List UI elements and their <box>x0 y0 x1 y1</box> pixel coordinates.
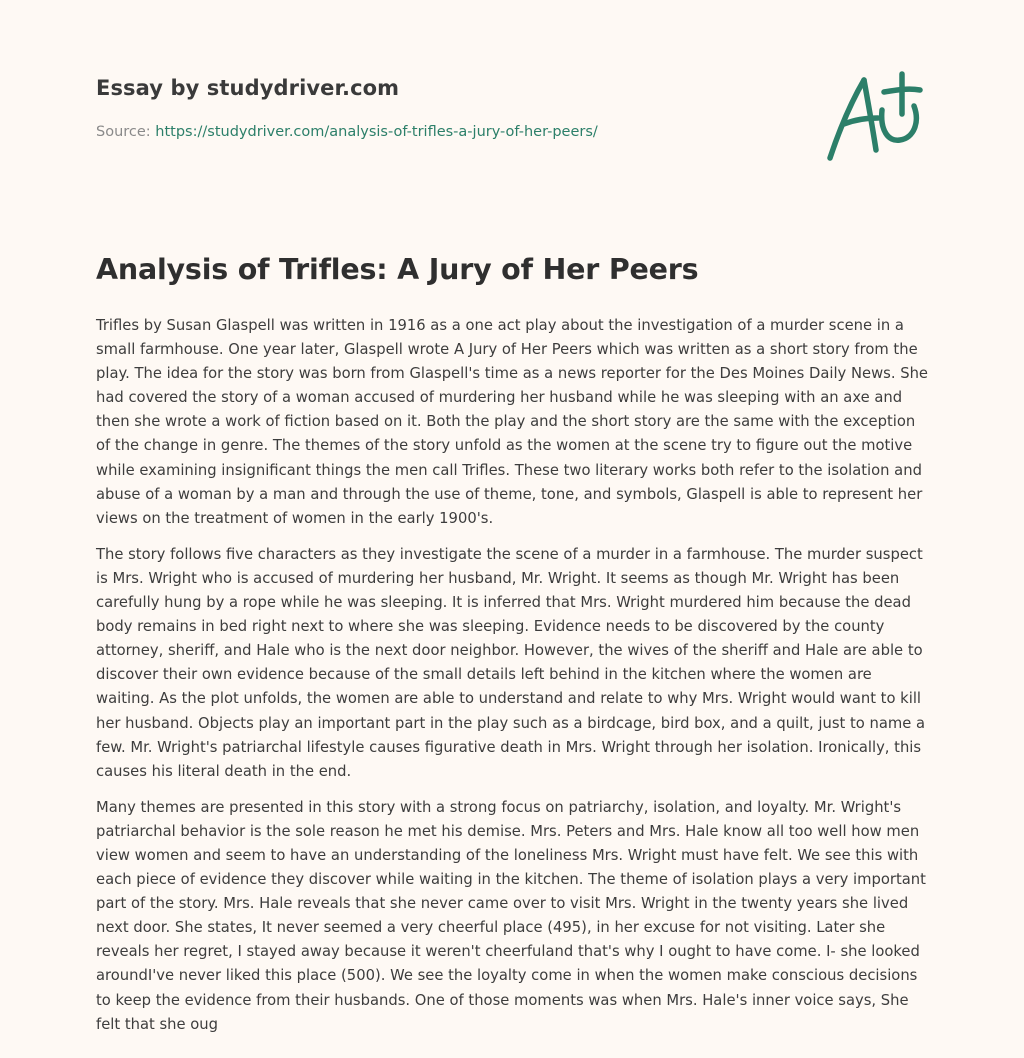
paragraph: Many themes are presented in this story with a strong focus on patriarchy, isolation, and loyalty. Mr. Wright's patriarchal behavior is the sole reason he met his demise. Mrs. Peters and Mrs. Hale know all too well how men view women and seem to have an understanding of the loneliness Mrs. Wright must have felt. We see this with each piece of evidence they discover while waiting in the kitchen. The theme of isolation plays a very important part of the story. Mrs. Hale reveals that she never came over to visit Mrs. Wright in the twenty years she lived next door. She states, It never seemed a very cheerful place (495), in her excuse for not visiting. Later she reveals her regret, I stayed away because it weren't cheerfuland that's why I ought to have come. I- she looked aroundI've never liked this place (500). We see the loyalty come in when the women make conscious decisions to keep the evidence from their husbands. One of those moments was when Mrs. Hale's inner voice says, She felt that she oug <box>96 798 926 1033</box>
document-title: Analysis of Trifles: A Jury of Her Peers <box>96 253 699 286</box>
paragraph: Trifles by Susan Glaspell was written in 1916 as a one act play about the investigation of a murder scene in a small farmhouse. One year later, Glaspell wrote A Jury of Her Peers which was written as a short story from the play. The idea for the story was born from Glaspell's time as a news reporter for the Des Moines Daily News. She had covered the story of a woman accused of murdering her husband while he was sleeping with an axe and then she wrote a work of fiction based on it. Both the play and the short story are the same with the exception of the change in genre. The themes of the story unfold as the women at the scene try to figure out the motive while examining insignificant things the men call Trifles. These two literary works both refer to the isolation and abuse of a woman by a man and through the use of theme, tone, and symbols, Glaspell is able to represent her views on the treatment of women in the early 1900's. <box>96 317 928 527</box>
a-plus-logo-icon <box>822 68 928 164</box>
source-label: Source: <box>96 124 151 140</box>
site-title: Essay by studydriver.com <box>96 76 400 100</box>
page-header <box>96 76 926 166</box>
paragraph: The story follows five characters as they investigate the scene of a murder in a farmhouse. The murder suspect is Mrs. Wright who is accused of murdering her husband, Mr. Wright. It seems as though Mr. Wright has been carefully hung by a rope while he was sleeping. It is inferred that Mrs. Wright murdered him because the dead body remains in bed right next to where she was sleeping. Evidence needs to be discovered by the county attorney, sheriff, and Hale who is the next door neighbor. However, the wives of the sheriff and Hale are able to discover their own evidence because of the small details left behind in the kitchen where the women are waiting. As the plot unfolds, the women are able to understand and relate to why Mrs. Wright would want to kill her husband. Objects play an important part in the play such as a birdcage, bird box, and a quilt, just to name a few. Mr. Wright's patriarchal lifestyle causes figurative death in Mrs. Wright through her isolation. Ironically, this causes his literal death in the end. <box>96 545 926 780</box>
source-line <box>96 124 598 140</box>
essay-body <box>96 314 930 1049</box>
source-link[interactable]: https://studydriver.com/analysis-of-trifles-a-jury-of-her-peers/ <box>155 124 598 140</box>
